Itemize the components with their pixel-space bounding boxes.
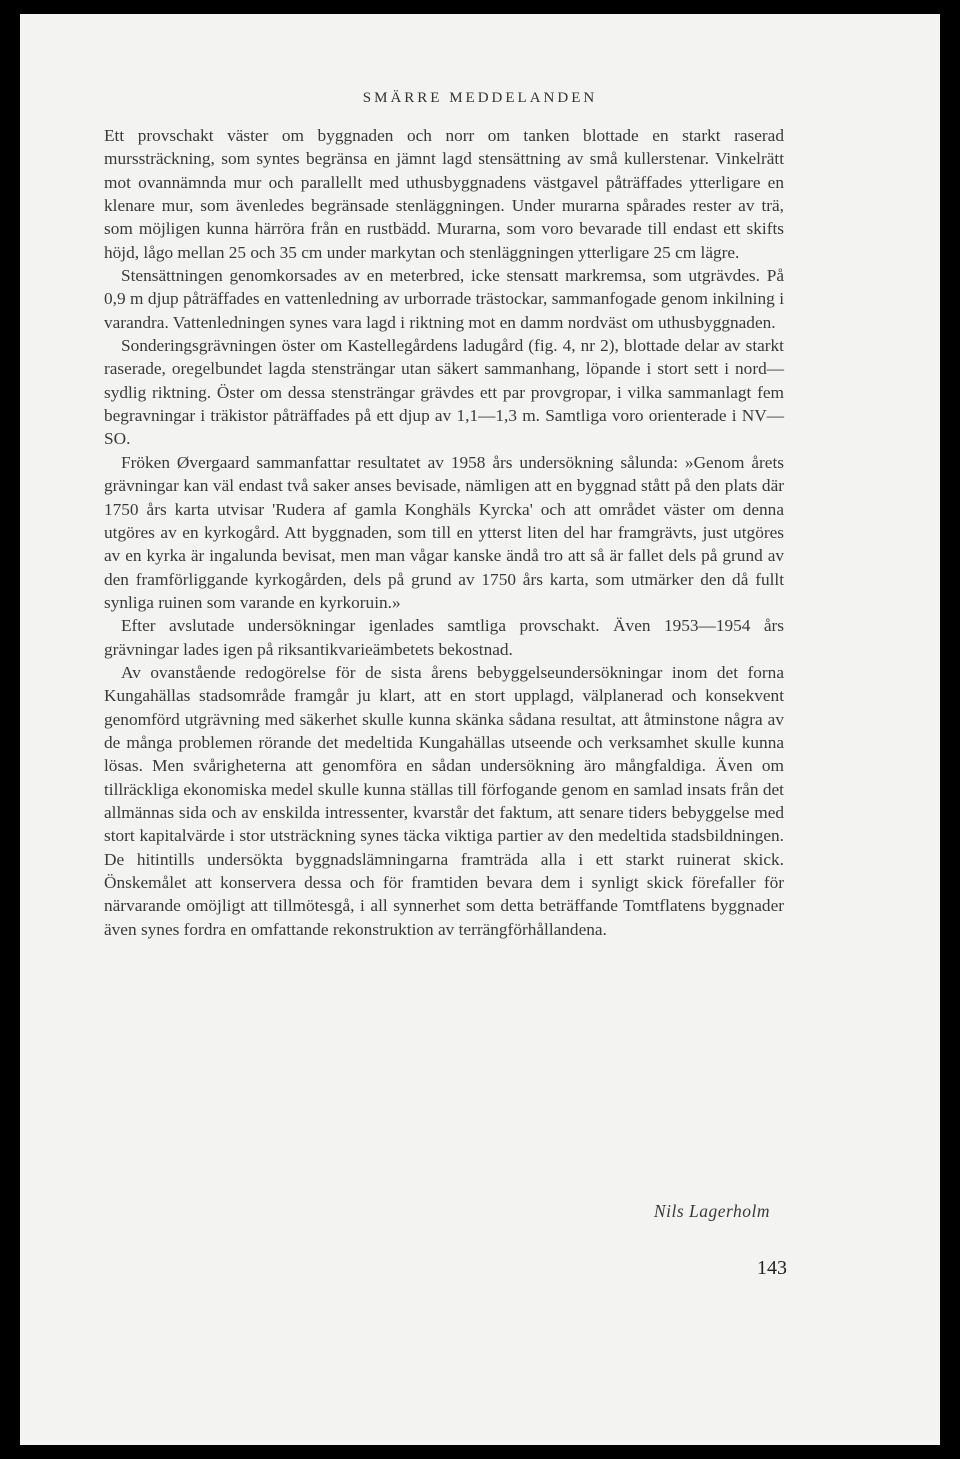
book-page — [20, 14, 940, 1445]
paragraph: Av ovanstående redogörelse för de sista årens bebyggelseundersökningar inom det forna Kungahällas stadsområde framgår ju klart, att en stort upplagd, välplanerad och konsekvent genomförd utgrävning med säkerhet skulle kunna skänka sådana resultat, att åtminstone några av de många problemen rörande det medeltida Kungahällas utseende och verksamhet skulle kunna lösas. Men svårigheterna att genomföra en sådan undersökning äro mångfaldiga. Även om tillräckliga ekonomiska medel skulle kunna ställas till förfogande genom en samlad insats från det allmännas sida och av enskilda intressenter, kvarstår det faktum, att senare tiders bebyggelse med stort kapitalvärde i stor utsträckning synes täcka viktiga partier av den medeltida stadsbildningen. De hitintills undersökta byggnadslämningarna framträda alla i ett starkt ruinerat skick. Önskemålet att konservera dessa och för framtiden bevara dem i synligt skick förefaller för närvarande omöjligt att tillmötesgå, i all synnerhet som detta beträffande Tomtflatens byggnader även synes fordra en omfattande rekonstruktion av terrängförhållandena. — [104, 662, 784, 939]
paragraph: Ett provschakt väster om byggnaden och norr om tanken blottade en starkt raserad murssträckning, som syntes begränsa en jämnt lagd stensättning av små kullerstenar. Vinkelrätt mot ovannämnda mur och parallellt med uthusbyggnadens västgavel påträffades ytterligare en klenare mur, som ävenledes begränsade stenläggningen. Under murarna spårades rester av trä, som möjligen kunna härröra från en rustbädd. Murarna, som voro bevarade till endast ett skifts höjd, lågo mellan 25 och 35 cm under markytan och stenläggningen ytterligare 25 cm lägre. — [104, 126, 784, 262]
running-header: SMÄRRE MEDDELANDEN — [362, 90, 598, 106]
author-signature: Nils Lagerholm — [653, 1201, 770, 1221]
paragraph: Efter avslutade undersökningar igenlades samtliga provschakt. Även 1953—1954 års grävningar lades igen på riksantikvarieämbetets bekostnad. — [104, 616, 784, 659]
paragraph: Stensättningen genomkorsades av en meterbred, icke stensatt markremsa, som utgrävdes. På 0,9 m djup påträffades en vattenledning av urborrade trästockar, sammanfogade genom inkilning i varandra. Vattenledningen synes vara lagd i riktning mot en damm nordväst om uthusbyggnaden. — [104, 266, 784, 332]
paragraph: Fröken Øvergaard sammanfattar resultatet av 1958 års undersökning sålunda: »Genom årets grävningar kan väl endast två saker anses bevisade, nämligen att en byggnad stått på den plats där 1750 års karta utvisar 'Rudera af gamla Konghäls Kyrcka' och att området väster om denna utgöres av en kyrkogård. Att byggnaden, som till en ytterst liten del har framgrävts, just utgöres av en kyrka är ingalunda bevisat, men man vågar kanske ändå tro att så är fallet dels på grund av den framförliggande kyrkogården, dels på grund av 1750 års karta, som utmärker den då fullt synliga ruinen som varande en kyrkoruin.» — [104, 452, 784, 612]
article-body — [104, 124, 784, 941]
page-number: 143 — [757, 1257, 787, 1279]
paragraph: Sonderingsgrävningen öster om Kastellegårdens ladugård (fig. 4, nr 2), blottade delar av starkt raserade, oregelbundet lagda stensträngar utan säkert sammanhang, löpande i stort sett i nord—sydlig riktning. Öster om dessa stensträngar grävdes ett par provgropar, i vilka sammanlagt fem begravningar i träkistor påträffades på ett djup av 1,1—1,3 m. Samtliga voro orienterade i NV—SO. — [104, 336, 784, 449]
